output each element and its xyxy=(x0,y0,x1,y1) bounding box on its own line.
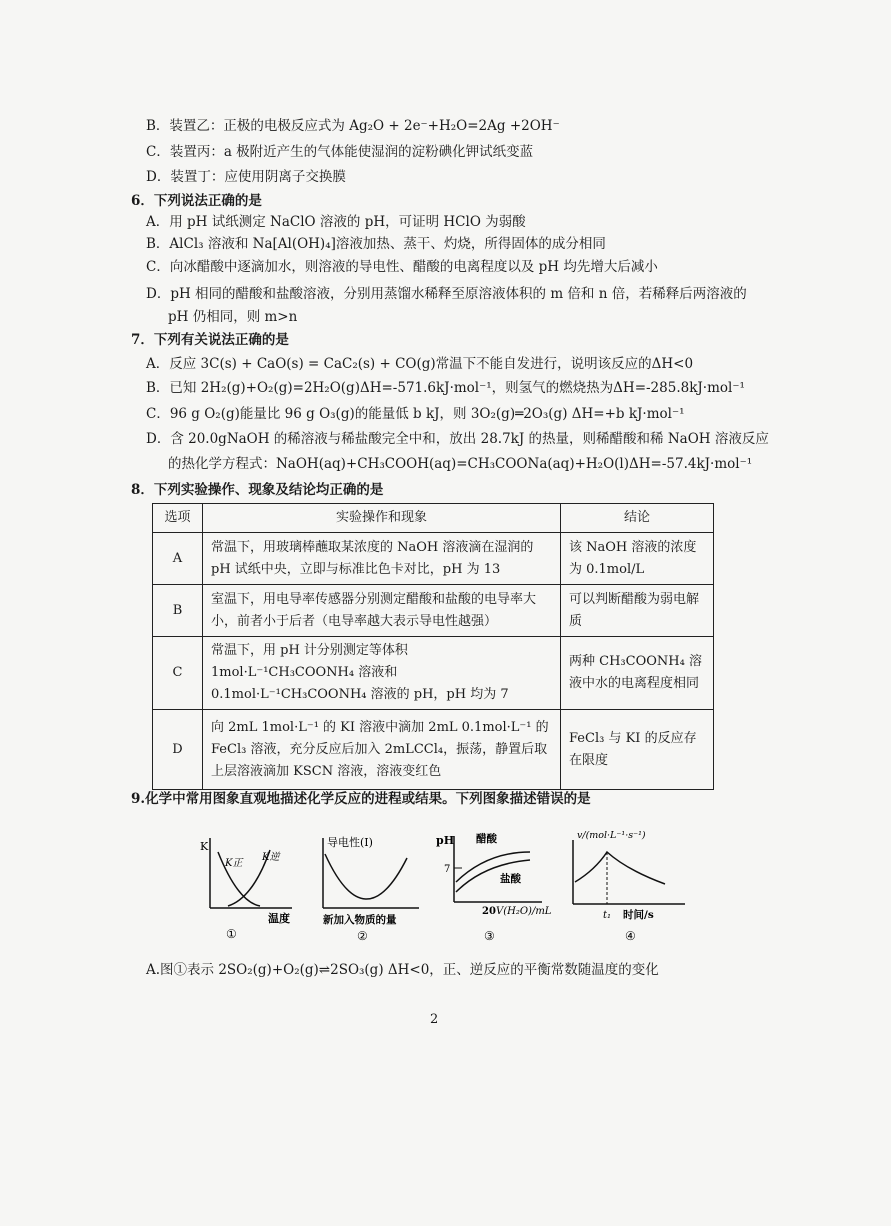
experiment-table xyxy=(152,503,714,790)
q6-option-a: A．用 pH 试纸测定 NaClO 溶液的 pH，可证明 HClO 为弱酸 xyxy=(146,214,526,230)
graph-number: ④ xyxy=(625,929,636,942)
table-header: 结论 xyxy=(561,504,714,533)
table-row xyxy=(153,710,714,790)
curve-label: 盐酸 xyxy=(500,873,521,885)
y-tick-label: 7 xyxy=(444,864,451,875)
operation-cell: 向 2mL 1mol·L⁻¹ 的 KI 溶液中滴加 2mL 0.1mol·L⁻¹ 的 FeCl₃ 溶液，充分反应后加入 2mLCCl₄，振荡，静置后取上层溶液滴加 KSCN 溶液，溶液变红色 xyxy=(203,710,561,790)
table-header: 选项 xyxy=(153,504,203,533)
q7-option-d-line1: D．含 20.0gNaOH 的稀溶液与稀盐酸完全中和，放出 28.7kJ 的热量，则稀醋酸和稀 NaOH 溶液反应 xyxy=(146,431,769,447)
q7-option-d-line2: 的热化学方程式：NaOH(aq)+CH₃COOH(aq)=CH₃COONa(aq)+H₂O(l)ΔH=-57.4kJ·mol⁻¹ xyxy=(168,456,753,472)
option-d-prev: D．装置丁：应使用阴离子交换膜 xyxy=(146,169,346,185)
question-8: 8．下列实验操作、现象及结论均正确的是 xyxy=(131,482,384,498)
x-axis-label: 时间/s xyxy=(623,909,654,921)
conclusion-cell: 该 NaOH 溶液的浓度为 0.1mol/L xyxy=(561,533,714,585)
curve-label: 醋酸 xyxy=(476,833,497,845)
q6-option-d-line2: pH 仍相同，则 m>n xyxy=(168,309,298,325)
question-7: 7．下列有关说法正确的是 xyxy=(131,332,289,348)
option-c-prev: C．装置丙：a 极附近产生的气体能使湿润的淀粉碘化钾试纸变蓝 xyxy=(146,144,534,160)
y-axis-label: 导电性(I) xyxy=(327,836,373,849)
graph-number: ① xyxy=(226,927,237,941)
option-cell: D xyxy=(153,710,203,790)
operation-cell: 常温下，用 pH 计分别测定等体积 1mol·L⁻¹CH₃COONH₄ 溶液和 0.1mol·L⁻¹CH₃COONH₄ 溶液的 pH，pH 均为 7 xyxy=(203,637,561,710)
y-axis-label: K xyxy=(200,840,209,853)
q7-option-b: B．已知 2H₂(g)+O₂(g)=2H₂O(g)ΔH=-571.6kJ·mol⁻¹，则氢气的燃烧热为ΔH=-285.8kJ·mol⁻¹ xyxy=(146,380,745,396)
x-axis-label: V(H₂O)/mL xyxy=(496,906,552,917)
graph-4 xyxy=(565,830,690,942)
q6-option-c: C．向冰醋酸中逐滴加水，则溶液的导电性、醋酸的电离程度以及 pH 均先增大后减小 xyxy=(146,259,658,275)
table-header-row xyxy=(153,504,714,533)
page-number: 2 xyxy=(430,1012,439,1027)
y-axis-label: v/(mol·L⁻¹·s⁻¹) xyxy=(577,830,646,841)
operation-cell: 室温下，用电导率传感器分别测定醋酸和盐酸的电导率大小，前者小于后者（电导率越大表示导电性越强） xyxy=(203,585,561,637)
table-row xyxy=(153,585,714,637)
x-axis-label: 温度 xyxy=(268,912,290,925)
table-row xyxy=(153,637,714,710)
graph-3 xyxy=(432,830,557,942)
question-9: 9.化学中常用图象直观地描述化学反应的进程或结果。下列图象描述错误的是 xyxy=(131,791,591,807)
conclusion-cell: FeCl₃ 与 KI 的反应存在限度 xyxy=(561,710,714,790)
curve-label: K正 xyxy=(225,858,243,869)
graph-1 xyxy=(198,830,298,942)
graph-number: ② xyxy=(357,929,368,942)
q7-option-c: C．96 g O₂(g)能量比 96 g O₃(g)的能量低 b kJ，则 3O₂(g)═2O₃(g) ΔH=+b kJ·mol⁻¹ xyxy=(146,406,685,422)
option-b-prev: B．装置乙：正极的电极反应式为 Ag₂O + 2e⁻+H₂O=2Ag +2OH⁻ xyxy=(146,118,560,134)
rate-curve xyxy=(575,852,665,884)
option-cell: B xyxy=(153,585,203,637)
conductivity-curve xyxy=(325,854,407,899)
x-axis-label: 新加入物质的量 xyxy=(323,914,397,926)
q7-option-a: A．反应 3C(s) + CaO(s) = CaC₂(s) + CO(g)常温下不能自发进行，说明该反应的ΔH<0 xyxy=(146,356,694,372)
operation-cell: 常温下，用玻璃棒蘸取某浓度的 NaOH 溶液滴在湿润的 pH 试纸中央，立即与标准比色卡对比，pH 为 13 xyxy=(203,533,561,585)
curve-label: K逆 xyxy=(262,852,280,863)
graph-2 xyxy=(315,830,425,942)
conclusion-cell: 两种 CH₃COONH₄ 溶液中水的电离程度相同 xyxy=(561,637,714,710)
question-6: 6．下列说法正确的是 xyxy=(131,193,262,209)
y-axis-label: pH xyxy=(436,834,455,847)
x-tick-label: t₁ xyxy=(603,910,612,921)
q6-option-b: B．AlCl₃ 溶液和 Na[Al(OH)₄]溶液加热、蒸干、灼烧，所得固体的成分相同 xyxy=(146,236,606,252)
option-cell: C xyxy=(153,637,203,710)
option-cell: A xyxy=(153,533,203,585)
graph-number: ③ xyxy=(484,929,495,942)
x-tick-label: 20 xyxy=(482,906,496,917)
table-header: 实验操作和现象 xyxy=(203,504,561,533)
conclusion-cell: 可以判断醋酸为弱电解质 xyxy=(561,585,714,637)
q6-option-d-line1: D．pH 相同的醋酸和盐酸溶液，分别用蒸馏水稀释至原溶液体积的 m 倍和 n 倍，若稀释后两溶液的 xyxy=(146,286,747,302)
q9-option-a: A.图①表示 2SO₂(g)+O₂(g)⇌2SO₃(g) ΔH<0，正、逆反应的平衡常数随温度的变化 xyxy=(146,962,659,978)
table-row xyxy=(153,533,714,585)
